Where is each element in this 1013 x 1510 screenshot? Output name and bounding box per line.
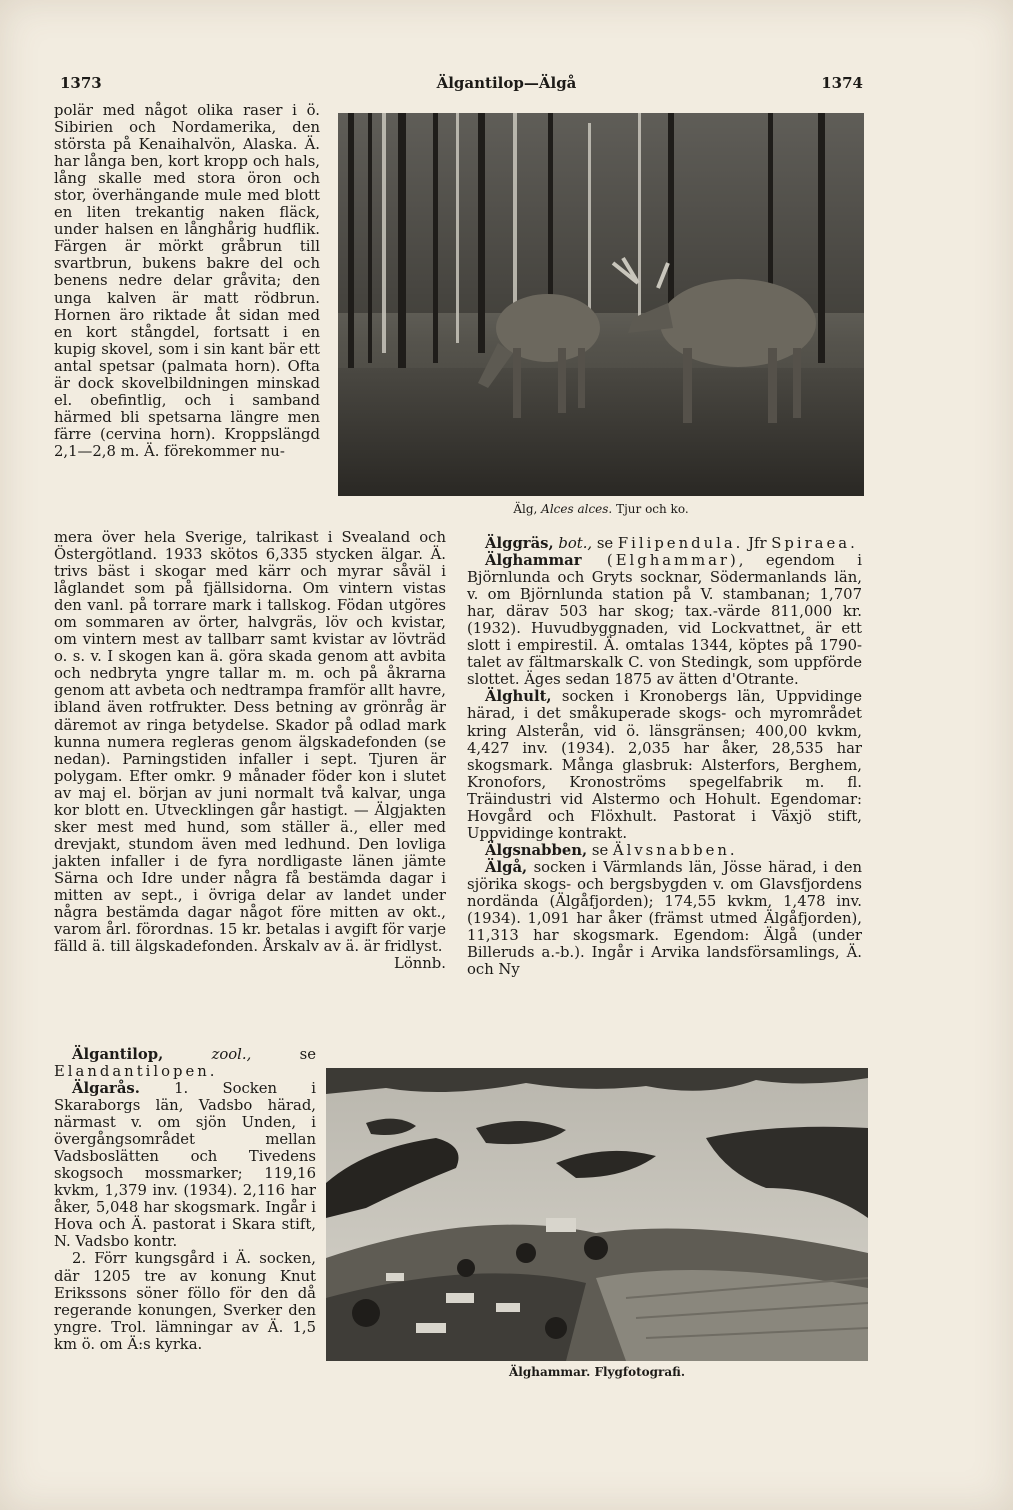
caption-text: Älg,	[513, 502, 542, 516]
cross-reference: Filipendula.	[617, 535, 744, 552]
see-text: se	[251, 1046, 316, 1063]
entry-headword: Älgsnabben,	[485, 841, 588, 859]
author-signature: Lönnb.	[394, 955, 446, 973]
paragraph-text: mera över hela Sverige, talrikast i Svealand och Östergötland. 1933 skötos 6,335 stycken älgar. Ä. trivs bäst i skogar med kärr och myrar såväl i låglandet som på fjällsidorna. Om vintern vistas den vanl. på torrare mark i tallskog. Födan utgöres om sommaren av örter, halvgräs, löv och kvistar, om vintern mest av tallbarr samt kvistar av lövträd o. s. v. I skogen kan ä. göra skada genom att avbita och nedbryta yngre tallar m. m. och på åkrarna genom att avbeta och nedtrampa framför allt havre, ibland även rotfrukter. Dess betning av grönråg är däremot av ringa betydelse. Skador på odlad mark kunna numera regleras genom älgskadefonden (se nedan). Parningstiden infaller i sept. Tjuren är polygam. Efter omkr. 9 månader föder kon i slutet av maj el. början av juni normalt två kalvar, unga kor blott en. Utvecklingen går hastigt. — Älgjakten sker mest med hund, som ställer ä., eller med drevjakt, stundom även med ledhund. Den lovliga jakten infaller i de fyra nordligaste länen jämte Särna och Idre under några få bestämda dagar i mitten av sept., i övriga delar av landet under några bestämda dagar något före mitten av okt., varom årl. förordnas. 15 kr. betalas i avgift för varje fälld ä. till älgskadefonden. Årskalv av ä. är fridlyst.	[54, 529, 446, 956]
paragraph	[54, 529, 446, 973]
compare-text: Jfr	[743, 535, 772, 552]
moose-photo	[338, 113, 864, 496]
cross-reference: Älvsnabben.	[612, 841, 738, 859]
aerial-photo-caption: Älghammar. Flygfotografi.	[508, 1365, 686, 1379]
entry-abbreviation: zool.,	[163, 1046, 252, 1063]
see-text: se	[592, 535, 618, 552]
entry-alghult	[467, 688, 862, 841]
entry-body-2: 2. Förr kungsgård i Ä. socken, där 1205 tre av konung Knut Erikssons söner föllo för den då regerande konungen, Sverker den yngre. Trol. lämningar av Ä. 1,5 km ö. om Ä:s kyrka.	[54, 1250, 316, 1353]
entry-body: 1. Socken i Skaraborgs län, Vadsbo härad, närmast v. om sjön Unden, i övergångsområdet mellan Vadsboslätten och Tivedens skogsoch mossmarker; 119,16 kvkm, 1,379 inv. (1934). 2,116 har åker, 5,048 har skogsmark. Ingår i Hova och Ä. pastorat i Skara stift, N. Vadsbo kontr.	[54, 1080, 316, 1251]
aerial-photo	[326, 1068, 868, 1361]
page-number-right: 1374	[821, 74, 863, 92]
entry-alga	[467, 859, 862, 978]
entry-body: , egendom i Björnlunda och Gryts socknar, Södermanlands län, v. om Björnlunda station på V. stambanan; 1,707 har, därav 503 har skog; tax.-värde 811,000 kr. (1932). Huvudbyggnaden, vid Lockvattnet, är ett slott i empirestil. Ä. omtalas 1344, köptes på 1790-talet av fältmarskalk C. von Stedingk, som uppförde slottet. Äges sedan 1875 av ätten d'Otrante.	[467, 552, 862, 689]
entry-headword: Älgantilop,	[72, 1046, 164, 1063]
page-number-left: 1373	[60, 74, 102, 92]
entry-alghammar	[467, 552, 862, 688]
paragraph: polär med något olika raser i ö. Sibirien och Nordamerika, den största på Kenaihalvön, Alaska. Ä. har långa ben, kort kropp och hals, lång skalle med stora öron och stor, överhängande mule med blott en liten trekantig naken fläck, under halsen en långhårig hudflik. Färgen är mörkt gråbrun till svartbrun, bukens bakre del och benens nedre delar gråvita; den unga kalven är matt rödbrun. Hornen äro riktade åt sidan med en kort stångdel, fortsatt i en kupig skovel, som i sin kant bär ett antal spetsar (palmata horn). Ofta är dock skovelbildningen minskad el. obefintlig, och i samband härmed bli spetsarna längre men färre (cervina horn). Kroppslängd 2,1—2,8 m. Ä. förekommer nu-	[54, 102, 320, 460]
running-title: Älgantilop—Älgå	[436, 74, 577, 92]
aerial-photo-image	[326, 1068, 868, 1361]
moose-photo-image	[338, 113, 864, 496]
article-alg-narrow	[54, 102, 320, 460]
entry-headword: Älghammar	[485, 552, 582, 570]
entry-algsnabben	[467, 842, 862, 859]
entry-abbreviation: bot.,	[553, 535, 593, 552]
entry-alggras	[467, 535, 862, 552]
see-text: se	[587, 841, 613, 859]
alternate-name: (Elghammar)	[581, 552, 739, 570]
entry-algaras	[54, 1080, 316, 1353]
entry-body: socken i Värmlands län, Jösse härad, i den sjörika skogs- och bergsbygden v. om Glavsfjordens nordända (Älgåfjorden); 174,55 kvkm, 1,478 inv. (1934). 1,091 har åker (främst utmed Älgåfjorden), 11,313 har skogsmark. Egendom: Älgå (under Billeruds a.-b.). Ingår i Arvika landsförsamlings, Ä. och Ny	[467, 858, 862, 979]
cross-reference: Elandantilopen.	[54, 1063, 218, 1081]
entry-headword: Älggräs,	[485, 535, 554, 552]
entry-headword: Älgå,	[485, 858, 528, 876]
right-column	[467, 535, 862, 978]
entry-body: socken i Kronobergs län, Uppvidinge härad, i det småkuperade skogs- och myrområdet kring Alsterån, vid ö. länsgränsen; 400,00 kvkm, 4,427 inv. (1934). 2,035 har åker, 28,535 har skogsmark. Många glasbruk: Alsterfors, Berghem, Kronofors, Kronoströms spegelfabrik m. fl. Träindustri vid Alstermo och Hohult. Egendomar: Hovgård och Flöxhult. Pastorat i Växjö stift, Uppvidinge kontrakt.	[467, 688, 862, 842]
caption-species: Alces alces.	[541, 502, 613, 516]
cross-reference-2: Spiraea.	[771, 535, 858, 552]
moose-photo-caption	[338, 502, 864, 516]
article-alg-wide	[54, 529, 446, 972]
caption-text-2: Tjur och ko.	[612, 502, 689, 516]
entry-headword: Älgarås.	[72, 1080, 140, 1097]
entry-headword: Älghult,	[485, 688, 552, 706]
entry-algantilop	[54, 1046, 316, 1080]
